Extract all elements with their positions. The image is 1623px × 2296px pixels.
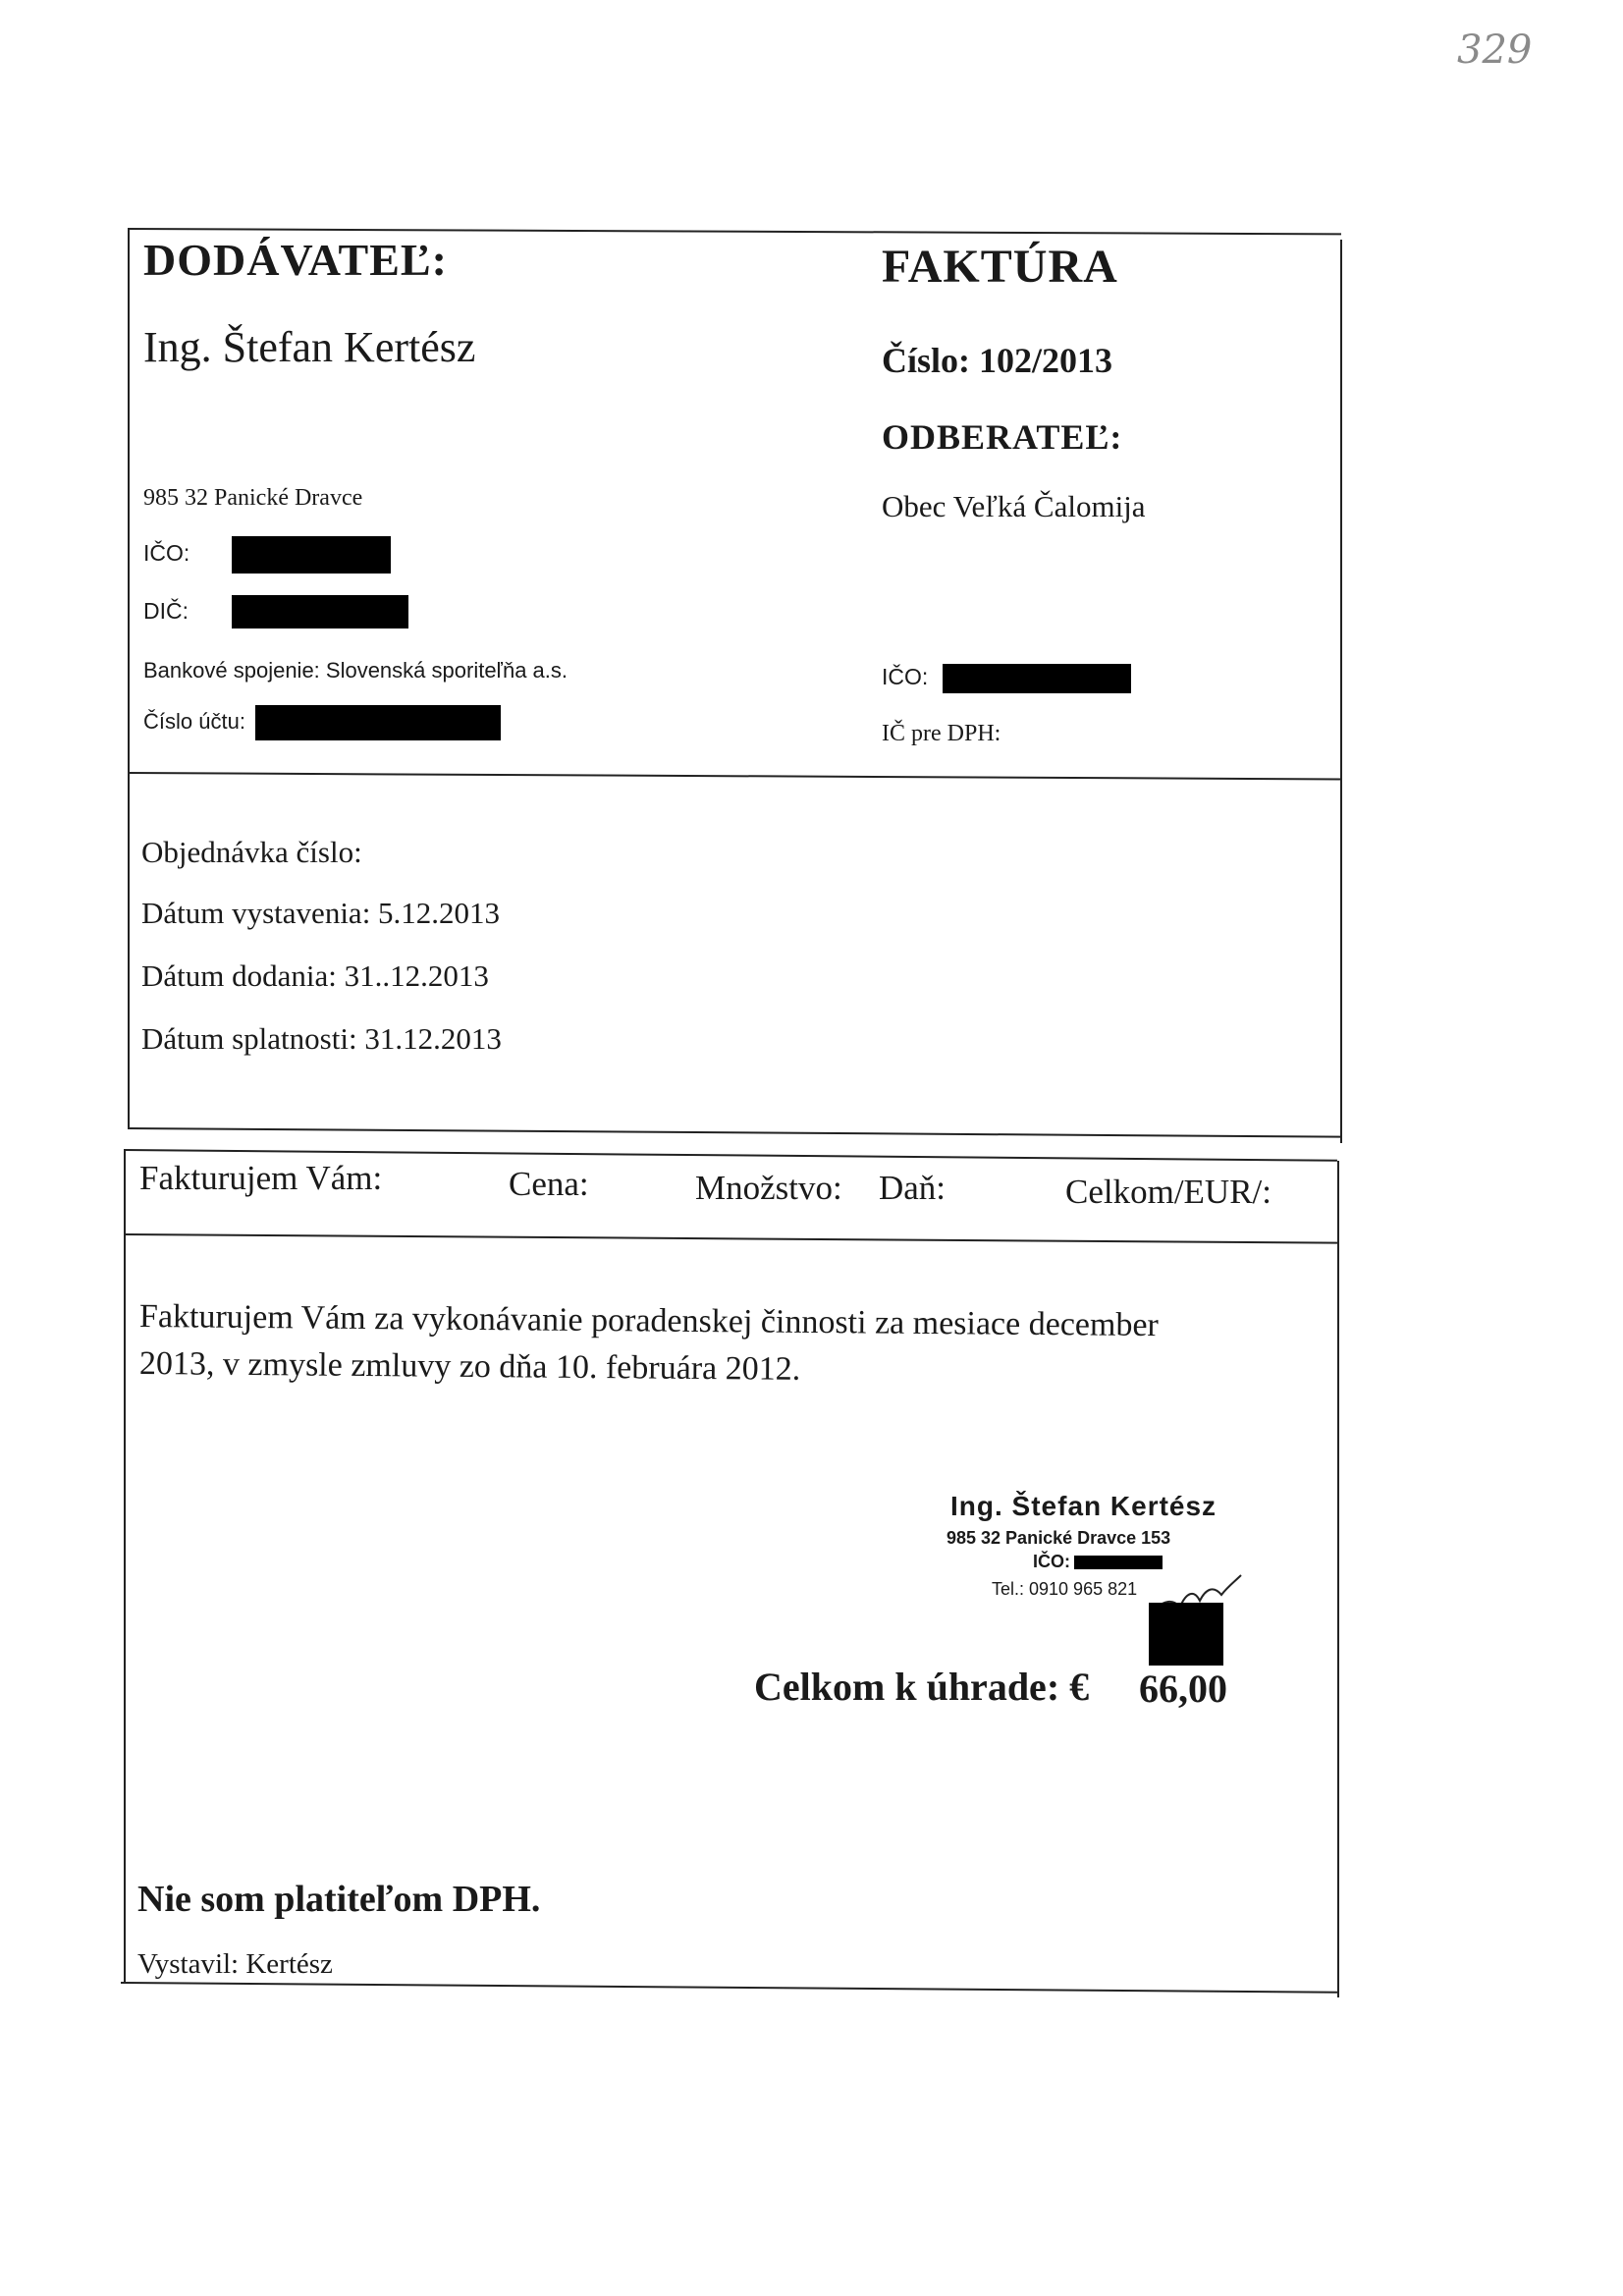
- header-box-divider: [128, 772, 1341, 780]
- supplier-dic-redaction: [232, 595, 408, 629]
- page-number: 329: [1457, 27, 1533, 73]
- total-amount: 66,00: [1139, 1667, 1227, 1711]
- column-total: Celkom/EUR/:: [1065, 1173, 1271, 1211]
- supplier-dic-label: DIČ:: [143, 598, 189, 624]
- stamp-ico-label: IČO:: [1033, 1552, 1070, 1571]
- order-number: Objednávka číslo:: [141, 835, 362, 869]
- customer-name: Obec Veľká Čalomija: [882, 489, 1146, 523]
- stamp-address: 985 32 Panické Dravce 153: [947, 1528, 1171, 1548]
- dates-box-right-border: [1340, 784, 1342, 1143]
- customer-vat-label: IČ pre DPH:: [882, 721, 1001, 746]
- supplier-bank: Bankové spojenie: Slovenská sporiteľňa a.s.: [143, 658, 568, 683]
- table-box-bottom-border: [121, 1982, 1337, 1994]
- customer-ico-redaction: [943, 664, 1131, 693]
- due-date: Dátum splatnosti: 31.12.2013: [141, 1021, 502, 1056]
- supplier-account-redaction: [255, 705, 501, 740]
- dates-box-left-border: [128, 776, 130, 1127]
- stamp-ico-redaction: [1074, 1556, 1163, 1569]
- customer-heading: ODBERATEĽ:: [882, 417, 1123, 457]
- invoice-number: Číslo: 102/2013: [882, 341, 1113, 380]
- supplier-address: 985 32 Panické Dravce: [143, 485, 363, 511]
- customer-ico-label: IČO:: [882, 664, 929, 689]
- supplier-ico-label: IČO:: [143, 540, 190, 566]
- invoice-title: FAKTÚRA: [882, 241, 1118, 293]
- header-box-right-border: [1340, 240, 1342, 786]
- delivery-date: Dátum dodania: 31..12.2013: [141, 958, 489, 993]
- table-box-right-border: [1337, 1161, 1339, 1997]
- supplier-ico-redaction: [232, 536, 391, 574]
- column-tax: Daň:: [879, 1169, 947, 1207]
- column-quantity: Množstvo:: [695, 1169, 842, 1207]
- stamp-name: Ing. Štefan Kertész: [950, 1491, 1217, 1521]
- header-box-left-border: [128, 228, 130, 778]
- description-line-1: Fakturujem Vám za vykonávanie poradenskej činnosti za mesiace december: [138, 1298, 1160, 1344]
- table-box-left-border: [124, 1149, 126, 1982]
- supplier-name: Ing. Štefan Kertész: [143, 323, 476, 371]
- supplier-heading: DODÁVATEĽ:: [143, 235, 448, 285]
- column-item: Fakturujem Vám:: [139, 1159, 383, 1197]
- total-label: Celkom k úhrade: €: [754, 1665, 1090, 1709]
- stamp-tel: Tel.: 0910 965 821: [992, 1579, 1138, 1599]
- issue-date: Dátum vystavenia: 5.12.2013: [141, 896, 501, 930]
- supplier-account-label: Číslo účtu:: [143, 709, 245, 734]
- column-price: Cena:: [509, 1165, 589, 1203]
- vat-note: Nie som platiteľom DPH.: [137, 1879, 541, 1920]
- dates-box-bottom-border: [128, 1127, 1341, 1138]
- issued-by: Vystavil: Kertész: [137, 1948, 333, 1980]
- table-header-divider: [124, 1233, 1337, 1244]
- description-line-2: 2013, v zmysle zmluvy zo dňa 10. februára 2012.: [138, 1345, 801, 1388]
- signature-redaction: [1149, 1603, 1223, 1666]
